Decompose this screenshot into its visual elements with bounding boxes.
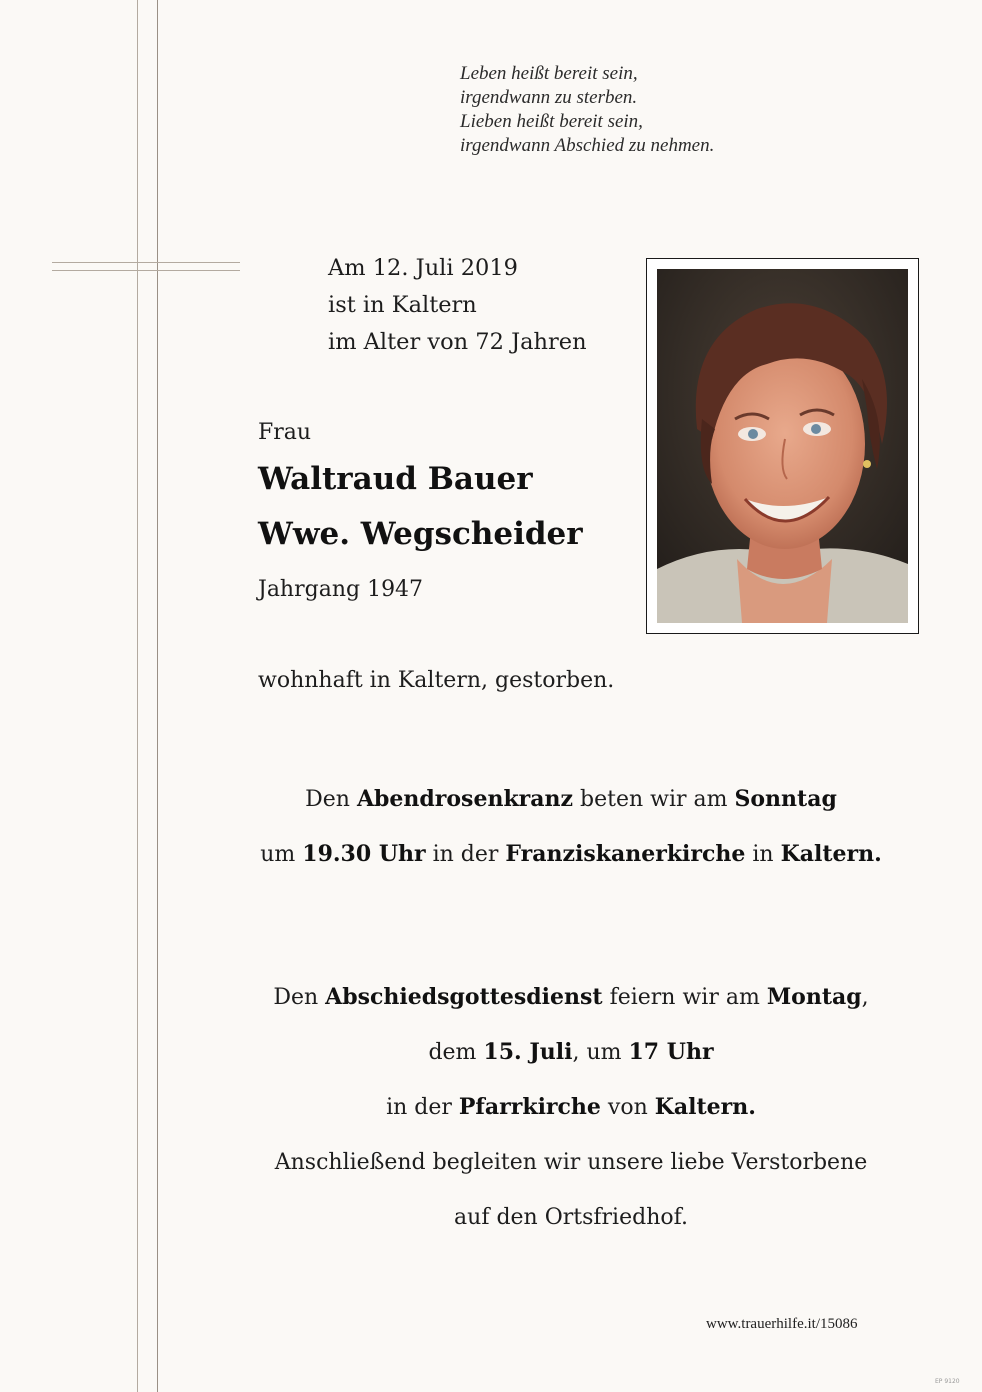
print-code: EP 9120 (935, 1378, 960, 1385)
death-place-line: ist in Kaltern (328, 292, 477, 318)
poem-line: irgendwann Abschied zu nehmen. (460, 135, 715, 156)
service-line-5: auf den Ortsfriedhof. (454, 1205, 688, 1230)
rosary-line-1: Den Abendrosenkranz beten wir am Sonntag (305, 786, 837, 812)
poem-line: Lieben heißt bereit sein, (460, 111, 643, 132)
poem-line: Leben heißt bereit sein, (460, 63, 638, 84)
portrait-frame (646, 258, 919, 634)
death-date-line: Am 12. Juli 2019 (328, 255, 518, 281)
salutation: Frau (258, 420, 312, 445)
cross-vertical-line-right (157, 0, 158, 1392)
portrait-illustration (657, 269, 908, 623)
footer-url: www.trauerhilfe.it/15086 (706, 1316, 858, 1332)
name-line-1: Waltraud Bauer (258, 461, 533, 497)
cross-vertical-line-left (137, 0, 138, 1392)
service-line-2: dem 15. Juli, um 17 Uhr (428, 1039, 714, 1065)
age-line: im Alter von 72 Jahren (328, 329, 587, 355)
rosary-line-2: um 19.30 Uhr in der Franziskanerkirche in Kaltern. (260, 841, 882, 867)
poem (460, 62, 820, 158)
service-line-3: in der Pfarrkirche von Kaltern. (386, 1094, 756, 1120)
cross-horizontal-line-top (52, 262, 240, 263)
service-line-1: Den Abschiedsgottesdienst feiern wir am Montag, (273, 984, 869, 1010)
birth-year: Jahrgang 1947 (258, 577, 424, 602)
rosary-announcement (160, 772, 982, 882)
death-announcement (328, 250, 648, 361)
deceased-name (258, 452, 638, 562)
funeral-service-announcement (160, 970, 982, 1245)
service-line-4: Anschließend begleiten wir unsere liebe Verstorbene (274, 1150, 868, 1175)
portrait-photo (657, 269, 908, 623)
name-line-2: Wwe. Wegscheider (258, 516, 583, 552)
poem-line: irgendwann zu sterben. (460, 87, 638, 108)
residence: wohnhaft in Kaltern, gestorben. (258, 668, 615, 693)
cross-horizontal-line-bottom (52, 270, 240, 271)
